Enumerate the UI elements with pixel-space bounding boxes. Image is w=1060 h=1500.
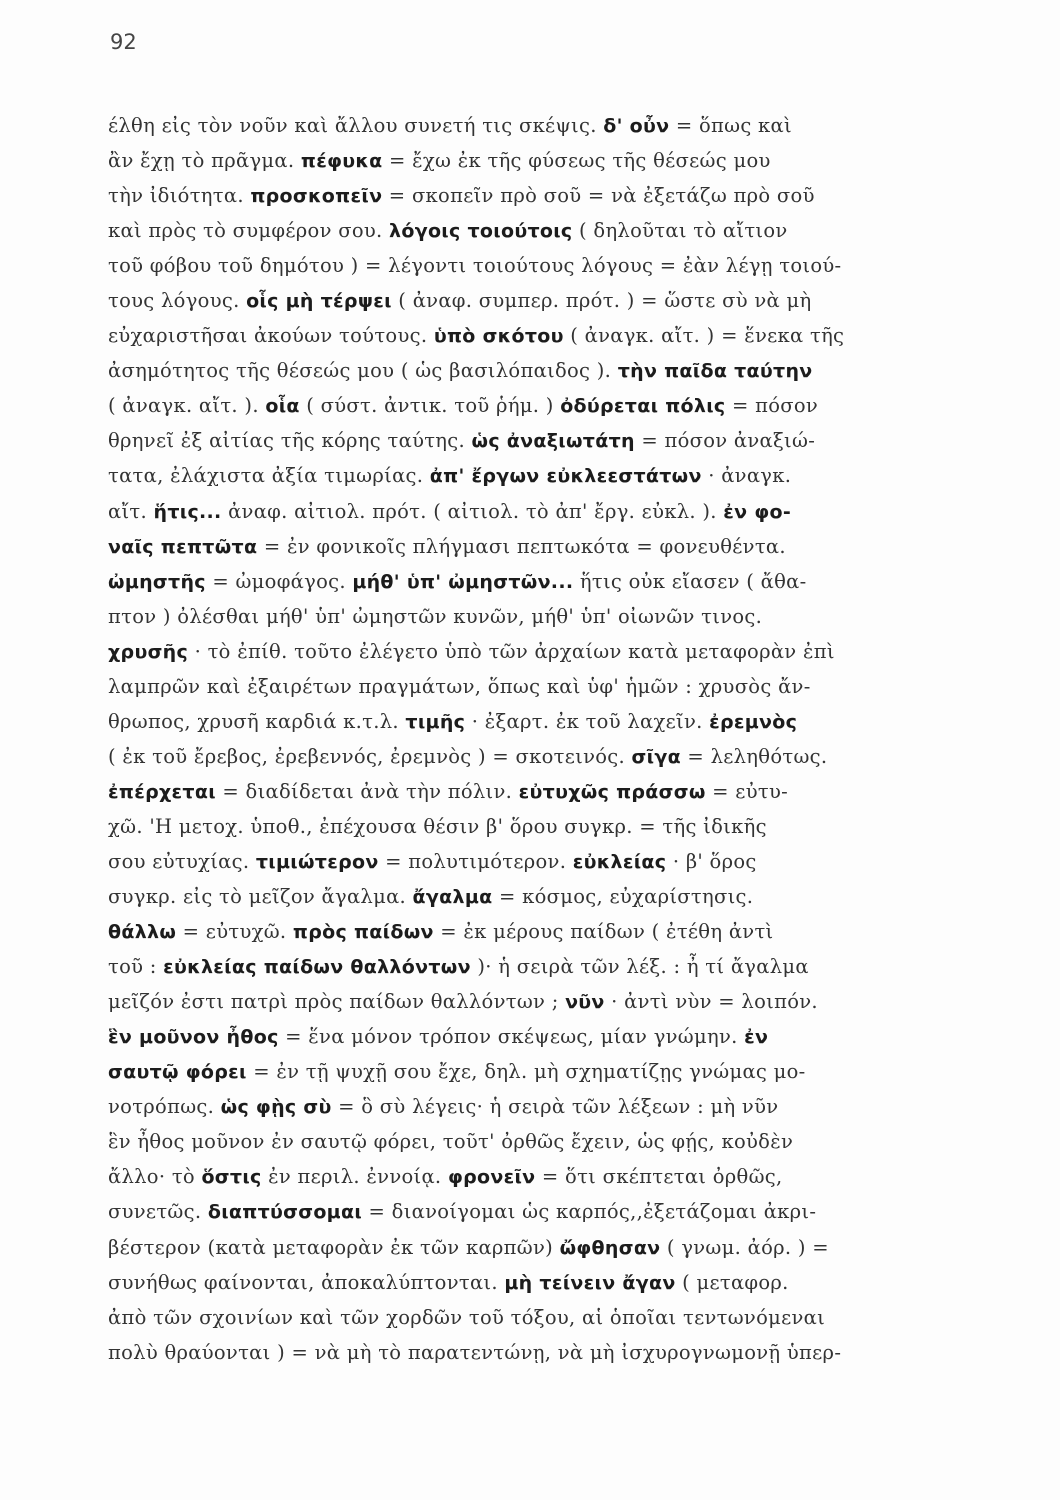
text-line bbox=[108, 809, 988, 844]
lemma-term: ἀπ' ἔργων εὐκλεεστάτων bbox=[429, 465, 702, 488]
text-line bbox=[108, 458, 988, 493]
text-line bbox=[108, 564, 988, 599]
gloss-text: = λεληθότως. bbox=[680, 744, 828, 768]
gloss-text: = πολυτιμότερον. bbox=[378, 849, 573, 873]
text-line bbox=[108, 318, 988, 353]
text-line bbox=[108, 108, 988, 143]
gloss-text: = πόσον bbox=[725, 394, 819, 418]
gloss-text: = ἐν τῇ ψυχῇ σου ἔχε, δηλ. μὴ σχηματίζῃς γνώμας μο- bbox=[246, 1060, 806, 1084]
gloss-text: συγκρ. εἰς τὸ μεῖζον ἄγαλμα. bbox=[108, 885, 413, 909]
gloss-text: = ἔχω ἐκ τῆς φύσεως τῆς θέσεώς μου bbox=[382, 149, 771, 173]
gloss-text: χῶ. 'Η μετοχ. ὑποθ., ἐπέχουσα θέσιν β' ὅρου συγκρ. = τῆς ἰδικῆς bbox=[108, 814, 767, 838]
gloss-text: αἴτ. bbox=[108, 499, 154, 523]
gloss-text: πτον ) ὀλέσθαι μήθ' ὑπ' ὠμηστῶν κυνῶν, μήθ' ὑπ' οἰωνῶν τινος. bbox=[108, 604, 763, 628]
lemma-term: φρονεῖν bbox=[447, 1166, 536, 1189]
lemma-term: μήθ' ὑπ' ὠμηστῶν... bbox=[352, 570, 574, 593]
gloss-text: = ὅτι σκέπτεται ὀρθῶς, bbox=[535, 1165, 783, 1189]
lemma-term: ὡς φῂς σὺ bbox=[220, 1096, 332, 1119]
text-line bbox=[108, 283, 988, 318]
gloss-text: ἓν ἦθος μοῦνον ἐν σαυτῷ φόρει, τοῦτ' ὀρθῶς ἔχειν, ὡς φῄς, κοὐδὲν bbox=[108, 1130, 794, 1154]
text-line bbox=[108, 634, 988, 669]
text-line bbox=[108, 599, 988, 634]
gloss-text: ( ἀναφ. συμπερ. πρότ. ) = ὥστε σὺ νὰ μὴ bbox=[391, 289, 812, 313]
lemma-term: ὤφθησαν bbox=[559, 1236, 661, 1259]
text-line bbox=[108, 1124, 988, 1159]
gloss-text: πολὺ θραύονται ) = νὰ μὴ τὸ παρατεντώνῃ, νὰ μὴ ἰσχυρογνωμονῇ ὑπερ- bbox=[108, 1340, 842, 1364]
text-line bbox=[108, 914, 988, 949]
text-line bbox=[108, 1019, 988, 1054]
text-line bbox=[108, 1194, 988, 1229]
text-line bbox=[108, 353, 988, 388]
gloss-text: = ἐκ μέρους παίδων ( ἐτέθη ἀντὶ bbox=[433, 920, 774, 944]
gloss-text: ( δηλοῦται τὸ αἴτιον bbox=[572, 219, 788, 243]
gloss-text: ( ἀναγκ. αἴτ. ). bbox=[108, 394, 266, 418]
gloss-text: συνήθως φαίνονται, ἀποκαλύπτονται. bbox=[108, 1270, 505, 1294]
text-line bbox=[108, 1265, 988, 1300]
lemma-term: ἓν μοῦνον ἦθος bbox=[108, 1026, 279, 1049]
gloss-text: = εὐτυχῶ. bbox=[176, 920, 293, 944]
gloss-text: νοτρόπως. bbox=[108, 1095, 221, 1119]
gloss-text: · τὸ ἐπίθ. τοῦτο ἐλέγετο ὑπὸ τῶν ἀρχαίων κατὰ μεταφορὰν ἐπὶ bbox=[188, 639, 835, 663]
text-line bbox=[108, 213, 988, 248]
text-line bbox=[108, 1335, 988, 1370]
lemma-term: οἷα bbox=[265, 395, 300, 418]
lemma-term: ἐν bbox=[744, 1026, 769, 1049]
gloss-text: τοῦ φόβου τοῦ δημότου ) = λέγοντι τοιούτους λόγους = ἐὰν λέγῃ τοιού- bbox=[108, 254, 842, 278]
gloss-text: εὐχαριστῆσαι ἀκούων τούτους. bbox=[108, 324, 434, 348]
text-line bbox=[108, 704, 988, 739]
gloss-text: καὶ πρὸς τὸ συμφέρον σου. bbox=[108, 219, 390, 243]
gloss-text: ἀπὸ τῶν σχοινίων καὶ τῶν χορδῶν τοῦ τόξου, αἱ ὁποῖαι τεντωνόμεναι bbox=[108, 1305, 826, 1329]
gloss-text: σου εὐτυχίας. bbox=[108, 849, 256, 873]
lemma-term: ὅστις bbox=[201, 1166, 262, 1189]
lemma-term: δ' οὖν bbox=[603, 115, 670, 137]
lemma-term: τὴν παῖδα ταύτην bbox=[617, 360, 813, 383]
gloss-text: = διανοίγομαι ὡς καρπός,,ἐξετάζομαι ἀκρι- bbox=[362, 1200, 817, 1224]
text-line bbox=[108, 529, 988, 564]
gloss-text: λαμπρῶν καὶ ἐξαιρέτων πραγμάτων, ὅπως καὶ ὑφ' ἡμῶν : χρυσὸς ἄν- bbox=[108, 674, 811, 698]
gloss-text: βέστερον (κατὰ μεταφορὰν ἐκ τῶν καρπῶν) bbox=[108, 1235, 560, 1259]
text-line bbox=[108, 1089, 988, 1124]
lemma-term: ὑπὸ σκότου bbox=[433, 325, 564, 348]
gloss-text: = πόσον ἀναξιώ- bbox=[634, 429, 816, 453]
gloss-text: = ὃ σὺ λέγεις· ἡ σειρὰ τῶν λέξεων : μὴ νῦν bbox=[331, 1095, 779, 1119]
lemma-term: εὐτυχῶς πράσσω bbox=[518, 780, 706, 803]
gloss-text: ἄλλο· τὸ bbox=[108, 1165, 202, 1189]
gloss-text: ( ἀναγκ. αἴτ. ) = ἕνεκα τῆς bbox=[563, 324, 845, 348]
text-line bbox=[108, 178, 988, 213]
lemma-term: τιμιώτερον bbox=[255, 850, 379, 873]
text-line bbox=[108, 494, 988, 529]
text-line bbox=[108, 774, 988, 809]
lemma-term: εὐκλείας bbox=[572, 850, 667, 873]
lemma-term: οἷς μὴ τέρψει bbox=[246, 290, 392, 313]
gloss-text: = ἐν φονικοῖς πλήγμασι πεπτωκότα = φονευθέντα. bbox=[257, 534, 786, 558]
text-line bbox=[108, 1300, 988, 1335]
gloss-text: = εὐτυ- bbox=[705, 779, 788, 803]
gloss-text: = ὅπως καὶ bbox=[669, 114, 792, 137]
gloss-text: ( ἐκ τοῦ ἔρεβος, ἐρεβεννός, ἐρεμνὸς ) = σκοτεινός. bbox=[108, 744, 632, 768]
gloss-text: = ὠμοφάγος. bbox=[205, 569, 353, 593]
lemma-term: σῖγα bbox=[631, 745, 681, 768]
lemma-term: ἥτις... bbox=[153, 500, 222, 523]
text-line bbox=[108, 143, 988, 178]
gloss-text: ἥτις οὐκ εἴασεν ( ἄθα- bbox=[573, 569, 807, 593]
gloss-text: τατα, ἐλάχιστα ἀξία τιμωρίας. bbox=[108, 464, 430, 488]
gloss-text: · ἐξαρτ. ἐκ τοῦ λαχεῖν. bbox=[465, 709, 710, 733]
lemma-term: εὐκλείας παίδων θαλλόντων bbox=[163, 956, 471, 979]
text-line bbox=[108, 423, 988, 458]
lemma-term: διαπτύσσομαι bbox=[207, 1201, 363, 1224]
lemma-term: πρὸς παίδων bbox=[292, 921, 434, 944]
lemma-term: ὡς ἀναξιωτάτη bbox=[471, 430, 635, 453]
text-line bbox=[108, 1159, 988, 1194]
text-line bbox=[108, 388, 988, 423]
page-number: 92 bbox=[110, 30, 137, 54]
text-line bbox=[108, 248, 988, 283]
gloss-text: θρωπος, χρυσῆ καρδιά κ.τ.λ. bbox=[108, 709, 406, 733]
lemma-term: ἐρεμνὸς bbox=[709, 710, 798, 733]
gloss-text: ἐν περιλ. ἐννοίᾳ. bbox=[261, 1165, 448, 1189]
gloss-text: ἂν ἔχῃ τὸ πρᾶγμα. bbox=[108, 149, 301, 173]
gloss-text: ( γνωμ. ἀόρ. ) = bbox=[660, 1235, 829, 1259]
gloss-text: ( μεταφορ. bbox=[675, 1270, 789, 1294]
lemma-term: ἐπέρχεται bbox=[108, 780, 216, 803]
gloss-text: ἀναφ. αἰτιολ. πρότ. ( αἰτιολ. τὸ ἀπ' ἔργ. εὐκλ. ). bbox=[221, 499, 724, 523]
lemma-term: ἐν φο- bbox=[723, 500, 792, 523]
text-line bbox=[108, 669, 988, 704]
gloss-text: έλθη εἰς τὸν νοῦν καὶ ἄλλου συνετή τις σκέψις. bbox=[108, 114, 604, 137]
gloss-text: συνετῶς. bbox=[108, 1200, 208, 1224]
text-line bbox=[108, 984, 988, 1019]
gloss-text: θρηνεῖ ἐξ αἰτίας τῆς κόρης ταύτης. bbox=[108, 429, 472, 453]
lemma-term: θάλλω bbox=[108, 921, 177, 944]
lemma-term: ἄγαλμα bbox=[412, 886, 493, 909]
text-line bbox=[108, 949, 988, 984]
lemma-term: προσκοπεῖν bbox=[250, 185, 383, 208]
text-line bbox=[108, 1230, 988, 1265]
lemma-term: ὠμηστῆς bbox=[108, 570, 206, 593]
lemma-term: ναῖς πεπτῶτα bbox=[108, 535, 258, 558]
gloss-text: τους λόγους. bbox=[108, 289, 247, 313]
gloss-text: μεῖζόν ἐστι πατρὶ πρὸς παίδων θαλλόντων ; bbox=[108, 990, 566, 1014]
gloss-text: = διαδίδεται ἀνὰ τὴν πόλιν. bbox=[215, 779, 519, 803]
gloss-text: = σκοπεῖν πρὸ σοῦ = νὰ ἐξετάζω πρὸ σοῦ bbox=[382, 184, 815, 208]
lemma-term: νῦν bbox=[565, 991, 605, 1014]
gloss-text: = ἕνα μόνον τρόπον σκέψεως, μίαν γνώμην. bbox=[278, 1025, 745, 1049]
lemma-term: σαυτῷ φόρει bbox=[108, 1061, 247, 1084]
lemma-term: ὀδύρεται πόλις bbox=[560, 395, 726, 418]
gloss-text: )· ἡ σειρὰ τῶν λέξ. : ἦ τί ἄγαλμα bbox=[470, 955, 809, 979]
lemma-term: χρυσῆς bbox=[108, 640, 189, 663]
text-line bbox=[108, 879, 988, 914]
gloss-text: · β' ὅρος bbox=[666, 849, 757, 873]
text-line bbox=[108, 1054, 988, 1089]
text-line bbox=[108, 844, 988, 879]
gloss-text: τοῦ : bbox=[108, 955, 164, 979]
lemma-term: μὴ τείνειν ἄγαν bbox=[504, 1271, 676, 1294]
gloss-text: ἀσημότητος τῆς θέσεώς μου ( ὡς βασιλόπαιδος ). bbox=[108, 359, 618, 383]
lemma-term: τιμῆς bbox=[405, 710, 466, 733]
gloss-text: τὴν ἰδιότητα. bbox=[108, 184, 251, 208]
text-line bbox=[108, 739, 988, 774]
gloss-text: ( σύστ. ἀντικ. τοῦ ῥήμ. ) bbox=[299, 394, 561, 418]
gloss-text: · ἀντὶ νὺν = λοιπόν. bbox=[604, 990, 818, 1014]
commentary-text bbox=[108, 108, 988, 1370]
gloss-text: · ἀναγκ. bbox=[701, 464, 792, 488]
lemma-term: λόγοις τοιούτοις bbox=[389, 220, 573, 243]
lemma-term: πέφυκα bbox=[300, 150, 383, 173]
gloss-text: = κόσμος, εὐχαρίστησις. bbox=[492, 885, 754, 909]
